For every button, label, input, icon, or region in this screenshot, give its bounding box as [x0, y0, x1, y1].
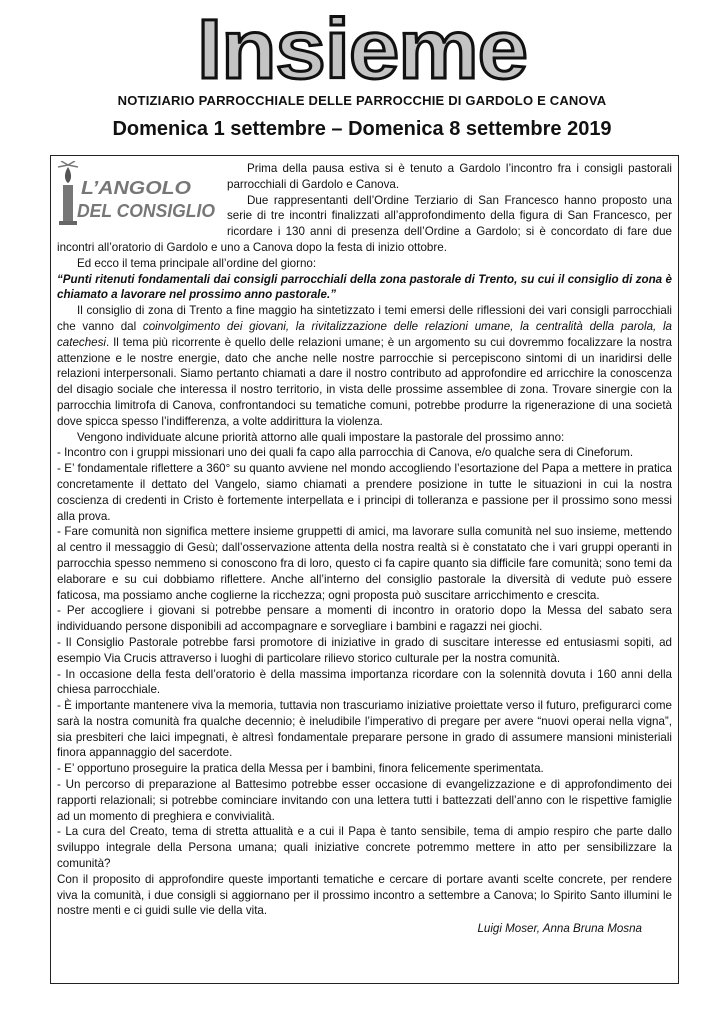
paragraph-consiglio-zona: Il consiglio di zona di Trento a fine maggio ha sintetizzato i temi emersi delle riflessioni dei vari consigli parrocchiali che vanno dal coinvolgimento dei giovani, la rivitalizzazione delle relazioni umane, la centralità della parola, la catechesi. Il tema più ricorrente è quello delle relazioni umane; è un argomento su cui dovremmo focalizzare la nostra attenzione e le nostre energie, dato che anche nelle nostre parrocchie si percepiscono sintomi di un inaridirsi delle relazioni interpersonali. Siamo pertanto chiamati a dare il nostro contributo ad approfondire ed arricchire la conoscenza del disagio sociale che interessa il nostro territorio, in vista delle prossime assemblee di zona. Trovare sinergie con la parrocchia limitrofa di Canova, confrontandoci su tematiche comuni, potrebbe produrre la rigenerazione di una società dove spicca spesso l’indifferenza, a volte addirittura la violenza. [57, 304, 672, 428]
article-box [50, 155, 679, 984]
candle-icon [58, 161, 78, 225]
paragraph-tema: Ed ecco il tema principale all’ordine del giorno: [77, 256, 317, 270]
signature: Luigi Moser, Anna Bruna Mosna [477, 922, 642, 936]
paragraph-intro: Prima della pausa estiva si è tenuto a Gardolo l’incontro fra i consigli pastorali parrocchiali di Gardolo e Canova. [227, 162, 672, 191]
angolo-consiglio-logo [57, 161, 221, 231]
list-item: - La cura del Creato, tema di stretta attualità e a cui il Papa è tanto sensibile, tema di ampio respiro che parte dallo sviluppo integrale della Persona umana; quali iniziative concrete potremmo mettere in atto per sensibilizzare la comunità? [57, 825, 672, 871]
logo-line-2: DEL CONSIGLIO [77, 201, 215, 221]
list-item: - E’ fondamentale riflettere a 360° su quanto avviene nel mondo accogliendo l’esortazione del Papa a mettere in pratica concretamente il dettato del Vangelo, siamo chiamati a prendere posizione in tutte le situazioni in cui la nostra coscienza di credenti in Cristo è fortemente interpellata e i principi di tolleranza e passione per il prossimo sono messi alla prova. [57, 462, 672, 523]
newsletter-title: Insieme [197, 8, 527, 88]
list-item: - Un percorso di preparazione al Battesimo potrebbe esser occasione di evangelizzazione e di approfondimento dei rapporti relazionali; si potrebbe cominciare invitando con una lettera tutti i battezzati dell’anno con le rispettive famiglie ad un momento di preghiera e convivialità. [57, 778, 672, 823]
list-item: - Per accogliere i giovani si potrebbe pensare a momenti di incontro in oratorio dopo la Messa del sabato sera individuando persone disponibili ad accompagnare e sorvegliare i bambini e ragazzi nei giochi. [57, 604, 672, 634]
logo-line-1: L’ANGOLO [81, 178, 191, 198]
list-item: - In occasione della festa dell’oratorio è della massima importanza ricordare con la solennità dovuta i 160 anni della chiesa parrocchiale. [57, 667, 672, 697]
list-item: - E’ opportuno proseguire la pratica della Messa per i bambini, finora felicemente sperimentata. [57, 762, 544, 776]
list-item: - È importante mantenere viva la memoria, tuttavia non trascuriamo iniziative proiettate verso il futuro, prefigurarci come sarà la nostra comunità fra qualche decennio; è ineludibile l’imperativo di pregare per avere “nuovi operai nella vigna”, sia presbiteri che laici impegnati, è altresì fondamentale preparare persone in grado di assumere mansioni ministeriali finora appannaggio del sacerdote. [57, 699, 672, 760]
temi-emphasis: coinvolgimento dei giovani, la rivitalizzazione delle relazioni umane, la centralità della parola, la catechesi [57, 319, 672, 349]
list-item: - Fare comunità non significa mettere insieme gruppetti di amici, ma lavorare sulla comunità nel suo insieme, mettendo al centro il messaggio di Gesù; dall’osservazione attenta della nostra realtà si è constatato che i vari gruppi operanti in parrocchia spesso nemmeno si conoscono fra di loro, questo ci fa capire quanto sia difficile fare comunità; sono temi da elaborare e su cui dobbiamo riflettere. Anche all’interno del consiglio pastorale la diversità di vedute può essere faticosa, ma possiamo anche coglierne la ricchezza; ogni proposta può suscitare arricchimento e crescita. [57, 525, 672, 602]
issue-dates: Domenica 1 settembre – Domenica 8 settembre 2019 [112, 118, 612, 140]
paragraph-ordine-terziario: Due rappresentanti dell’Ordine Terziario di San Francesco hanno proposto una serie di tre incontri finalizzati all’approfondimento della figura di San Francesco, per ricordare i 130 anni di presenza dell’Ordine a Gardolo; si è concordato di fare due incontri all’oratorio di Gardolo e uno a Canova dopo la festa di inizio ottobre. [57, 193, 672, 254]
masthead [0, 8, 724, 88]
list-item: - Incontro con i gruppi missionari uno dei quali fa capo alla parrocchia di Canova, e/o qualche sera di Cineforum. [57, 446, 634, 460]
paragraph-priorita: Vengono individuate alcune priorità attorno alle quali impostare la pastorale del prossimo anno: [77, 430, 565, 444]
paragraph-closing: Con il proposito di approfondire queste importanti tematiche e cercare di portare avanti scelte concrete, per rendere viva la comunità, i due consigli si aggiornano per il prossimo incontro a settembre a Canova; lo Spirito Santo illumini le nostre menti e ci guidi sulle vie della vita. [57, 872, 672, 918]
newsletter-subtitle: NOTIZIARIO PARROCCHIALE DELLE PARROCCHIE DI GARDOLO E CANOVA [117, 93, 607, 108]
list-item: - Il Consiglio Pastorale potrebbe farsi promotore di iniziative in grado di suscitare interesse ed entusiasmi sopiti, ad esempio Via Crucis attraverso i luoghi di particolare rilievo storico culturale per la nostra comunità. [57, 635, 672, 665]
quote-tema: “Punti ritenuti fondamentali dai consigli parrocchiali della zona pastorale di Trento, su cui il consiglio di zona è chiamato a lavorare nel prossimo anno pastorale.” [57, 272, 672, 302]
